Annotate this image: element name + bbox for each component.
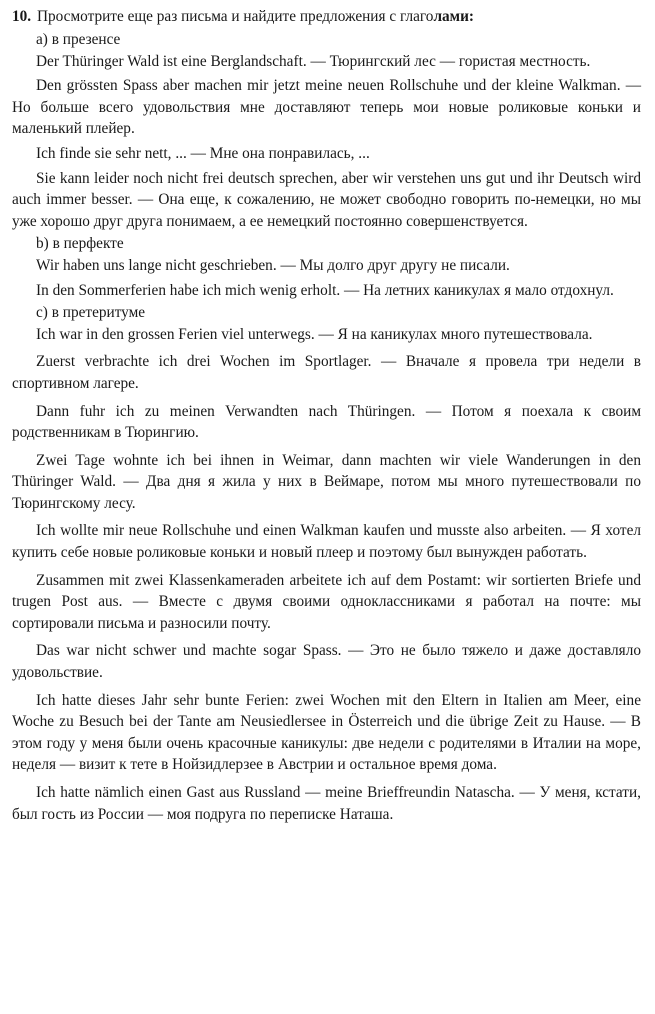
example-sentence: Ich finde sie sehr nett, ... — Мне она понравилась, ... <box>36 144 370 162</box>
example-sentence: Sie kann leider noch nicht frei deutsch sprechen, aber wir verstehen uns gut und ihr Deutsch wird auch immer besser. — Она еще, к сожалению, не может свободно говорить по-немецки, но мы уже хорошо друг друга понимаем, а ее немецкий постоянно совершенствуется. <box>12 169 641 230</box>
exercise-title: Просмотрите еще раз письма и найдите предложения с глаго <box>36 8 434 25</box>
example-sentence: Ich hatte dieses Jahr sehr bunte Ferien: zwei Wochen mit den Eltern in Italien am Meer, eine Woche zu Besuch bei der Tante am Neusiedlersee in Österreich und die übrige Zeit zu Hause. — В этом году у меня были очень красочные каникулы: две недели с родителями в Италии на море, неделя — визит к тете в Нойзидлерзее в Австрии и остальное время дома. <box>12 691 641 774</box>
example-sentence: Ich hatte nämlich einen Gast aus Russland — meine Brieffreundin Natascha. — У меня, кстати, был гость из России — моя подруга по переписке Наташа. <box>12 784 641 823</box>
section-label-present: a) в презенсе <box>36 31 121 48</box>
example-sentence: Dann fuhr ich zu meinen Verwandten nach Thüringen. — Потом я поехала к своим родственникам в Тюрингию. <box>12 402 641 442</box>
exercise-number: 10. <box>12 8 32 25</box>
section-label-perfect: b) в перфекте <box>36 235 124 253</box>
exercise-heading <box>12 6 641 27</box>
example-sentence: Das war nicht schwer und machte sogar Spass. — Это не было тяжело и даже доставляло удовольствие. <box>12 642 641 682</box>
example-sentence: In den Sommerferien habe ich mich wenig erholt. — На летних каникулах я мало отдохнул. <box>36 281 614 299</box>
example-sentence: Der Thüringer Wald ist eine Berglandschaft. — Тюрингский лес — гористая местность. <box>36 52 591 70</box>
example-sentence: Zwei Tage wohnte ich bei ihnen in Weimar, dann machten wir viele Wanderungen in den Thüringer Wald. — Два дня я жила у них в Веймаре, потом мы много путешествовали по Тюрингскому лесу. <box>12 451 641 512</box>
section-label-preterite: c) в претеритуме <box>36 304 146 322</box>
example-sentence: Ich wollte mir neue Rollschuhe und einen Walkman kaufen und musste also arbeiten. — Я хотел купить себе новые роликовые коньки и новый плеер и поэтому был вынужден работать. <box>12 522 641 562</box>
example-sentence: Zusammen mit zwei Klassenkameraden arbeitete ich auf dem Postamt: wir sortierten Briefe und trugen Post aus. — Вместе с двумя своими одноклассниками я работал на почте: мы сортировали письма и разносили почту. <box>12 571 641 632</box>
example-sentence: Ich war in den grossen Ferien viel unterwegs. — Я на каникулах много путешествовала. <box>36 325 593 343</box>
example-sentence: Wir haben uns lange nicht geschrieben. — Мы долго друг другу не писали. <box>36 256 510 274</box>
exercise-title-tail: лами: <box>433 8 474 25</box>
example-sentence: Zuerst verbrachte ich drei Wochen im Sportlager. — Вначале я провела три недели в спортивном лагере. <box>12 353 641 392</box>
example-sentence: Den grössten Spass aber machen mir jetzt meine neuen Rollschuhe und der kleine Walkman. — Но больше всего удовольствия мне доставляют теперь мои новые роликовые коньки и маленький плейер. <box>12 77 641 138</box>
